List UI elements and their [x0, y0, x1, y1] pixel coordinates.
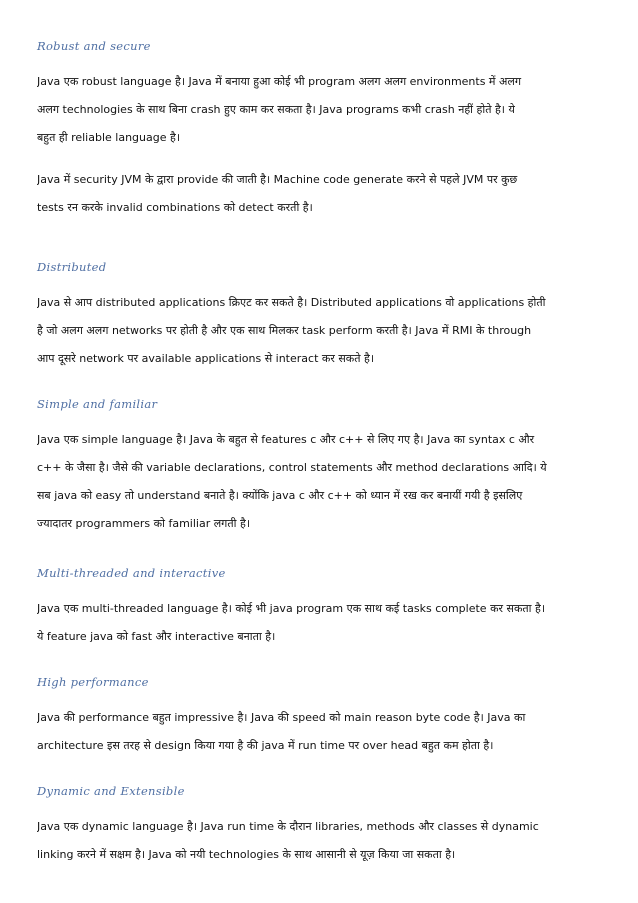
paragraph	[37, 704, 609, 760]
section-heading: Multi-threaded and interactive	[37, 566, 226, 580]
text-line: c++ के जैसा है। जैसे की variable declarations, control statements और method declarations आदि। ये	[37, 461, 547, 474]
text-line: ज्यादातर programmers को familiar लगती है।	[37, 517, 250, 530]
section-heading: Dynamic and Extensible	[37, 784, 185, 798]
paragraph	[37, 68, 609, 152]
text-line: Java एक simple language है। Java के बहुत से features c और c++ से लिए गए है। Java का syntax c और	[37, 433, 535, 446]
section-dynamic-and-extensible	[37, 783, 609, 869]
section-robust-and-secure	[37, 38, 609, 222]
text-line: अलग technologies के साथ बिना crash हुए काम कर सकता है। Java programs कभी crash नहीं होते है। ये	[37, 103, 515, 116]
text-line: tests रन करके invalid combinations को detect करती है।	[37, 201, 313, 214]
section-multi-threaded	[37, 565, 609, 651]
text-line: बहुत ही reliable language है।	[37, 131, 180, 144]
section-heading: High performance	[37, 675, 149, 689]
section-distributed	[37, 259, 609, 373]
text-line: Java एक dynamic language है। Java run time के दौरान libraries, methods और classes से dynamic	[37, 820, 539, 833]
section-heading: Simple and familiar	[37, 397, 158, 411]
section-heading: Distributed	[37, 260, 107, 274]
text-line: Java की performance बहुत impressive है। Java की speed को main reason byte code है। Java का	[37, 711, 526, 724]
paragraph	[37, 166, 609, 222]
text-line: आप दूसरे network पर available applications से interact कर सकते है।	[37, 352, 374, 365]
text-line: Java एक multi-threaded language है। कोई भी java program एक साथ कई tasks complete कर सकता है।	[37, 602, 546, 615]
text-line: Java एक robust language है। Java में बनाया हुआ कोई भी program अलग अलग environments में अलग	[37, 75, 522, 88]
text-line: linking करने में सक्षम है। Java को नयी technologies के साथ आसानी से यूज़ किया जा सकता है।	[37, 848, 456, 861]
section-heading: Robust and secure	[37, 39, 151, 53]
paragraph	[37, 595, 609, 651]
section-high-performance	[37, 674, 609, 760]
text-line: ये feature java को fast और interactive बनाता है।	[37, 630, 276, 643]
text-line: Java से आप distributed applications क्रिएट कर सकते है। Distributed applications वो applications होती	[37, 296, 546, 309]
paragraph	[37, 289, 609, 373]
text-line: architecture इस तरह से design किया गया है की java में run time पर over head बहुत कम होता है।	[37, 739, 494, 752]
text-line: सब java को easy तो understand बनाते है। क्योंकि java c और c++ को ध्यान में रख कर बनायीं गयी है इसलिए	[37, 489, 523, 502]
text-line: है जो अलग अलग networks पर होती है और एक साथ मिलकर task perform करती है। Java में RMI के through	[37, 324, 532, 337]
paragraph	[37, 426, 609, 538]
paragraph	[37, 813, 609, 869]
text-line: Java में security JVM के द्वारा provide की जाती है। Machine code generate करने से पहले JVM पर कुछ	[37, 173, 518, 186]
section-simple-and-familiar	[37, 396, 609, 538]
